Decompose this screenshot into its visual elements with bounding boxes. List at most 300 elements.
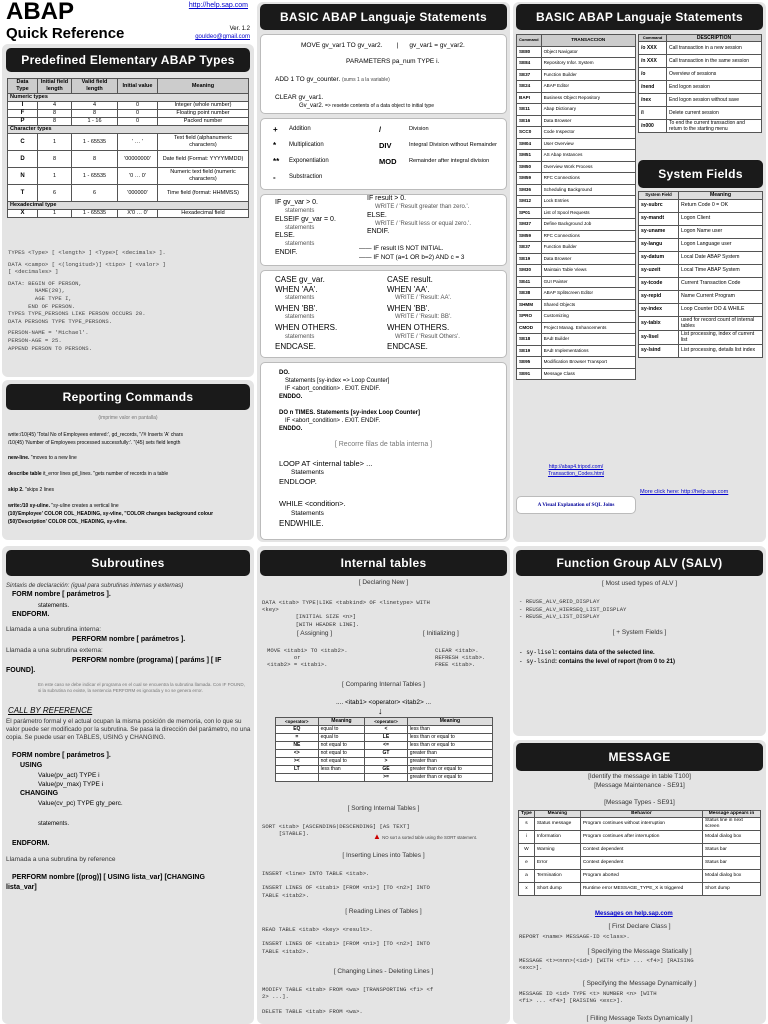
itabs-panel xyxy=(257,546,510,1024)
skip-note: "skips 2 lines xyxy=(24,487,54,493)
sysfield-meaning: Current Transaction Code xyxy=(679,277,763,290)
table-cell: Program continues without interruption xyxy=(580,817,702,830)
table-cell: W xyxy=(519,843,535,856)
code-line: [WITH HEADER LINE]. xyxy=(262,620,360,628)
tcode-desc: Lock Entries xyxy=(541,196,635,208)
describe-cmd: describe table xyxy=(8,471,42,477)
table-cell: '0 … 0' xyxy=(118,168,158,185)
table-row xyxy=(639,290,763,303)
sort-warning-text: NO sort a sorted table using the SORT statement. xyxy=(382,835,478,840)
table-cell: Text field (alphanumeric characters) xyxy=(158,134,249,151)
tcode-cell: SE18 xyxy=(517,334,542,346)
table-section-row xyxy=(8,202,249,210)
col-header: Command xyxy=(517,35,542,47)
changing-label: [ Changing Lines - Deleting Lines ] xyxy=(333,968,434,975)
more-link[interactable]: More click here: http://help.sap.com xyxy=(640,489,729,495)
endloop-stmt: ENDLOOP. xyxy=(279,477,317,486)
table-row xyxy=(639,344,763,357)
table-row xyxy=(517,265,636,277)
tcode-cell: SE19 xyxy=(517,253,542,265)
table-cell: Information xyxy=(534,830,580,843)
basic2-panel xyxy=(513,2,766,542)
table-row xyxy=(276,734,493,742)
tcode-cell: CMOD xyxy=(517,322,542,334)
code-line: WRITE / 'Result greater than zero.'. xyxy=(375,204,470,211)
tcode-cell: SCC0 xyxy=(517,127,542,139)
code-line: or xyxy=(267,654,301,662)
tcode-cell: SE41 xyxy=(517,276,542,288)
sysfields-table xyxy=(638,191,763,358)
if-right-block xyxy=(367,195,471,236)
table-cell: 1 - 65535 xyxy=(72,134,118,151)
inserting-label: [ Inserting Lines into Tables ] xyxy=(342,852,425,859)
insert-code xyxy=(262,870,430,899)
subroutines-header: Subroutines xyxy=(6,550,250,576)
add-note: (sums 1 a la variable) xyxy=(341,77,390,83)
table-cell: 1 - 65535 xyxy=(72,168,118,185)
table-row xyxy=(8,110,249,118)
sub-external-call: Llamada a una subrutina externa: xyxy=(6,647,103,654)
table-row xyxy=(517,299,636,311)
table-cell: >< xyxy=(276,758,319,766)
msg-dynamic-label: [ Specifying the Message Dynamically ] xyxy=(582,980,697,987)
author-email[interactable]: gouldeo@gmail.com xyxy=(195,34,250,40)
table-cell: Status bar xyxy=(703,856,761,869)
if-left-block xyxy=(275,199,336,257)
table-cell: Integer (whole number) xyxy=(158,102,249,110)
basic-header: BASIC ABAP Languaje Statements xyxy=(260,4,507,30)
table-row xyxy=(8,210,249,218)
tcode-cell: SE38 xyxy=(517,288,542,300)
operator-symbol: - xyxy=(273,173,276,182)
down-arrow-icon: ↓ xyxy=(378,706,383,716)
alv-panel xyxy=(513,546,766,736)
sub-val1: Value(pv_act) TYPE i xyxy=(38,772,100,779)
col-header: <operator> xyxy=(276,718,319,726)
col-header: System Field xyxy=(639,192,679,200)
operator-symbol: ** xyxy=(273,157,280,166)
table-cell: e xyxy=(519,856,535,869)
table-cell: > xyxy=(365,758,408,766)
msg-types-table xyxy=(518,810,761,896)
table-cell: Context dependent xyxy=(580,856,702,869)
tcode-desc: Customizing xyxy=(541,311,635,323)
code-line: <f1> ... <f4>] [RAISING <exc>]. xyxy=(519,997,624,1005)
sub-using: USING xyxy=(20,762,43,769)
nav-desc: End logon session without save xyxy=(667,94,762,107)
tcode-cell: SM04 xyxy=(517,138,542,150)
alv-function: - REUSE_ALV_LIST_DISPLAY xyxy=(519,613,600,621)
table-cell: equal to xyxy=(318,726,365,734)
table-cell xyxy=(276,774,319,782)
msg-identify: [Identify the message in table T100] xyxy=(588,773,691,780)
code-line: 2> ...]. xyxy=(262,993,289,1001)
tcode-cell: SM59 xyxy=(517,173,542,185)
table-row xyxy=(276,750,493,758)
sub-endform2: ENDFORM. xyxy=(12,840,50,847)
table-cell: greater than or equal to xyxy=(407,774,492,782)
table-row xyxy=(517,196,636,208)
table-row xyxy=(517,230,636,242)
code-line: REFRESH <itab>. xyxy=(435,654,486,662)
code-line: ELSE. xyxy=(275,232,295,240)
sysfield-meaning: Local Time ABAP System xyxy=(679,264,763,277)
basic-loop-box xyxy=(260,362,507,540)
sql-joins-link[interactable]: A Visual Explanation of SQL Joins xyxy=(537,502,615,508)
tcode-desc: Message Class xyxy=(541,368,635,380)
table-cell: greater than xyxy=(407,758,492,766)
table-cell: 0 xyxy=(118,110,158,118)
table-cell: = xyxy=(276,734,319,742)
sysfield-meaning: Logon Name user xyxy=(679,225,763,238)
table-row xyxy=(517,127,636,139)
table-cell: F xyxy=(8,110,38,118)
code-line: TYPES <Type> [ <length> ] <Type>[ <decimals> ]. xyxy=(8,249,166,256)
table-cell: 8 xyxy=(38,151,72,168)
table-row xyxy=(639,238,763,251)
table-row xyxy=(639,55,762,68)
msg-static-label: [ Specifying the Message Statically ] xyxy=(587,948,692,955)
alv-lisel xyxy=(519,649,655,657)
msg-static-code xyxy=(519,957,694,972)
table-cell: 6 xyxy=(38,185,72,202)
tcode-link-line1[interactable]: http://abap4.tripod.com/ xyxy=(548,464,604,470)
table-cell: less than xyxy=(318,766,365,774)
code-line: WHEN OTHERS. xyxy=(275,322,338,332)
code-line: IF result > 0. xyxy=(367,195,407,202)
code-line: DELETE TABLE <itab> FROM <wa>. xyxy=(262,1007,363,1015)
reporting-newline xyxy=(8,455,77,462)
col-header: Command xyxy=(639,35,667,42)
itabs-header: Internal tables xyxy=(260,550,507,576)
case-right-block xyxy=(387,275,460,352)
tcode-desc: Project Manag. Enhancements xyxy=(541,322,635,334)
code-line: statements xyxy=(285,224,315,231)
table-cell: GT xyxy=(365,750,408,758)
operator-desc: Exponentiation xyxy=(289,158,329,164)
tcode-desc: Data Browser xyxy=(541,253,635,265)
col-header: <operator> xyxy=(365,718,408,726)
msg-report-code: REPORT <name> MESSAGE-ID <class>. xyxy=(519,933,630,940)
col-header: Meaning xyxy=(407,718,492,726)
case-left-block xyxy=(275,275,337,352)
col-header: Meaning xyxy=(158,79,249,94)
code-line: WHEN OTHERS. xyxy=(387,322,450,332)
tcode-desc: Maintain Table Views xyxy=(541,265,635,277)
enddo2-stmt: ENDDO. xyxy=(279,426,303,432)
table-cell: <= xyxy=(365,742,408,750)
table-row xyxy=(517,138,636,150)
col-header: Initial field length xyxy=(38,79,72,94)
nav-cmd: /i xyxy=(639,107,667,120)
sub-endform: ENDFORM. xyxy=(12,611,50,618)
tcode-desc: Repository Infor. System xyxy=(541,58,635,70)
initializing-label: [ Initializing ] xyxy=(423,630,459,637)
table-row xyxy=(639,277,763,290)
table-row xyxy=(639,68,762,81)
table-row xyxy=(639,94,762,107)
table-row xyxy=(276,726,493,734)
sub-perform-ext: PERFORM nombre (programa) [ paráms ] [ IF xyxy=(72,657,222,664)
table-cell: Numeric text field (numeric characters) xyxy=(158,168,249,185)
table-row xyxy=(276,742,493,750)
code-line: statements xyxy=(285,208,315,215)
table-cell: Date field (Format: YYYYMMDD) xyxy=(158,151,249,168)
reporting-skip xyxy=(8,487,54,494)
tcode-link-line2[interactable]: Transaction_Codes.html xyxy=(547,471,605,477)
sysfield-name: sy-uzeit xyxy=(639,264,679,277)
tcode-cell: SE24 xyxy=(517,81,542,93)
tcode-desc: Object Navigator xyxy=(541,46,635,58)
newline-cmd: new-line. xyxy=(8,455,30,461)
enddo-stmt: ENDDO. xyxy=(279,394,303,400)
tcode-desc: Abap Dictionary xyxy=(541,104,635,116)
table-row xyxy=(639,316,763,330)
table-cell: 4 xyxy=(38,102,72,110)
warning-icon: ▲ xyxy=(373,832,381,841)
table-row xyxy=(517,173,636,185)
code-line: PERSON-AGE = 25. xyxy=(8,336,62,344)
sysfield-name: sy-index xyxy=(639,303,679,316)
tcode-cell: SE16 xyxy=(517,115,542,127)
joins-box xyxy=(516,496,636,514)
code-line: statements xyxy=(285,295,315,302)
code-line: PERSON-NAME = 'Michael'. xyxy=(8,329,89,337)
code-line: [ <decimales> ] xyxy=(8,268,59,276)
do-body: Statements [sy-index => Loop Counter] xyxy=(285,378,390,384)
code-line: AGE TYPE I, xyxy=(8,294,72,302)
tcode-cell: SPRO xyxy=(517,311,542,323)
types-code xyxy=(8,249,252,352)
table-row xyxy=(639,225,763,238)
skip-cmd: skip 2. xyxy=(8,487,24,493)
tcode-desc: Overview Work Process xyxy=(541,161,635,173)
code-line: CASE gv_var. xyxy=(275,275,325,284)
table-section-row xyxy=(8,126,249,134)
sub-form2: FORM nombre [ parámetros ]. xyxy=(12,752,111,759)
code-line: ELSEIF gv_var = 0. xyxy=(275,215,336,223)
table-cell: Short dump xyxy=(703,882,761,895)
sysfield-meaning: Name Current Program xyxy=(679,290,763,303)
init-code xyxy=(435,647,485,669)
table-row xyxy=(517,242,636,254)
tcode-desc: GUI Painter xyxy=(541,276,635,288)
table-cell: GE xyxy=(365,766,408,774)
table-cell: '000000' xyxy=(118,185,158,202)
tcode-desc: BAdI Builder xyxy=(541,334,635,346)
code-line: END OF PERSON. xyxy=(8,302,76,310)
table-cell: Status line in next screen xyxy=(703,817,761,830)
msg-declare-label: [ First Declare Class ] xyxy=(608,923,671,930)
tcode-table xyxy=(516,34,636,380)
table-row xyxy=(519,856,761,869)
tcode-cell: SE80 xyxy=(517,46,542,58)
alv-sysfields-label: [ + System Fields ] xyxy=(612,629,667,636)
reading-label: [ Reading Lines of Tables ] xyxy=(345,908,422,915)
code-line: [STABLE]. xyxy=(262,830,309,838)
msg-dynamic-code xyxy=(519,990,657,1005)
nav-desc: To end the current transaction and return to the starting menu xyxy=(667,120,762,133)
loop-body: Statements xyxy=(291,469,324,476)
table-row xyxy=(519,843,761,856)
code-line: ENDCASE. xyxy=(387,342,428,352)
sysfield-name: sy-tcode xyxy=(639,277,679,290)
table-cell: <> xyxy=(276,750,319,758)
table-row xyxy=(8,151,249,168)
tcode-desc: Business Object Repository xyxy=(541,92,635,104)
sysfield-meaning: used for record count of internal tables xyxy=(679,316,763,330)
table-row xyxy=(639,330,763,344)
reporting-uline xyxy=(8,503,119,510)
tcode-link[interactable] xyxy=(516,464,636,478)
table-row xyxy=(517,322,636,334)
table-cell: 0 xyxy=(118,118,158,126)
table-cell: 0 xyxy=(118,102,158,110)
code-line: MODIFY TABLE <itab> FROM <wa> [TRANSPORTING <f1> <f xyxy=(262,986,434,993)
alv-types-label: [ Most used types of ALV ] xyxy=(601,580,678,587)
table-cell: less than or equal to xyxy=(407,742,492,750)
sysfield-meaning: List processing, index of current list xyxy=(679,330,763,344)
lsind-desc: : contains the level of report (from 0 to 21) xyxy=(555,659,676,665)
code-line: WHEN 'BB'. xyxy=(275,303,318,313)
tcode-desc: Code Inspector xyxy=(541,127,635,139)
comparing-syntax: .... <itab1> <operator> <itab2> ... xyxy=(335,699,432,706)
table-cell: Packed number xyxy=(158,118,249,126)
logo-title: ABAP xyxy=(6,0,75,25)
nav-desc: Delete current session xyxy=(667,107,762,120)
col-header: Initial value xyxy=(118,79,158,94)
table-cell: Floating point number xyxy=(158,110,249,118)
table-cell: P xyxy=(8,118,38,126)
tcode-cell: SE91 xyxy=(517,368,542,380)
table-row xyxy=(517,161,636,173)
table-cell: not equal to xyxy=(318,758,365,766)
tcode-cell: SM51 xyxy=(517,150,542,162)
sysfield-name: sy-repid xyxy=(639,290,679,303)
code-line: WRITE / 'Result: AA'. xyxy=(395,295,452,302)
basic-case-box xyxy=(260,270,507,358)
operator-symbol: / xyxy=(379,125,382,134)
operator-symbol: + xyxy=(273,125,278,134)
basic-if-box xyxy=(260,194,507,266)
basic2-header: BASIC ABAP Languaje Statements xyxy=(516,4,763,30)
sysfield-name: sy-mandt xyxy=(639,212,679,225)
tcode-desc: User Overview xyxy=(541,138,635,150)
tcode-desc: Define Background Job xyxy=(541,219,635,231)
table-cell: equal to xyxy=(318,734,365,742)
nav-cmd: /o XXX xyxy=(639,42,667,55)
uline-cmd: write:/10 sy-uline. xyxy=(8,503,50,509)
table-cell: 1 xyxy=(38,210,72,218)
reporting-header: Reporting Commands xyxy=(6,384,250,410)
code-line: APPEND PERSON TO PERSONS. xyxy=(8,344,92,352)
read-code xyxy=(262,926,430,955)
alv-function: - REUSE_ALV_GRID_DISPLAY xyxy=(519,598,600,605)
sysfield-name: sy-lsind xyxy=(639,344,679,357)
operator-desc: Substraction xyxy=(289,174,323,180)
nav-table xyxy=(638,34,762,133)
table-row xyxy=(519,869,761,882)
code-line: [INITIAL SIZE <n>] xyxy=(262,613,356,621)
tcode-desc: AS Abap Instances xyxy=(541,150,635,162)
code-line: WHEN 'AA'. xyxy=(275,284,318,294)
tcode-desc: Modification Browser Transport xyxy=(541,357,635,369)
table-cell: less than or equal to xyxy=(407,734,492,742)
sysfield-meaning: List processing, details list index xyxy=(679,344,763,357)
table-section-label: Numeric types xyxy=(8,94,249,102)
sub-found: FOUND]. xyxy=(6,667,36,674)
operator-symbol: DIV xyxy=(379,141,392,150)
move-stmt: MOVE gv_var1 TO gv_var2. | gv_var1 = gv_var2. xyxy=(301,42,465,49)
table-cell xyxy=(318,774,365,782)
table-cell: 1 xyxy=(38,168,72,185)
table-row xyxy=(639,251,763,264)
table-cell: 1 xyxy=(38,134,72,151)
table-row xyxy=(517,207,636,219)
alv-functions xyxy=(519,598,626,621)
tcode-cell: SE95 xyxy=(517,357,542,369)
table-section-label: Hexadecimal type xyxy=(8,202,249,210)
declaring-code xyxy=(262,599,430,628)
operator-desc: Division xyxy=(409,126,429,132)
sysfield-name: sy-uname xyxy=(639,225,679,238)
sysfields-panel xyxy=(637,159,764,405)
code-line: WRITE / 'Result Others'. xyxy=(395,333,460,340)
table-row xyxy=(639,264,763,277)
code-line: MESSAGE ID <id> TYPE <t> NUMBER <n> [WITH xyxy=(519,990,657,997)
table-cell: Hexadecimal field xyxy=(158,210,249,218)
while-body: Statements xyxy=(291,510,324,517)
types-table xyxy=(7,78,249,218)
types-header: Predefined Elementary ABAP Types xyxy=(6,48,250,72)
messages-link[interactable]: Messages on help.sap.com xyxy=(595,911,673,917)
col-header: DESCRIPTION xyxy=(667,35,762,42)
table-row xyxy=(517,345,636,357)
table-cell: T xyxy=(8,185,38,202)
table-row xyxy=(519,882,761,895)
tcode-desc: List of Spool Requests xyxy=(541,207,635,219)
sysfield-name: sy-subrc xyxy=(639,199,679,212)
while-stmt: WHILE <condition>. xyxy=(279,499,346,508)
table-row xyxy=(517,92,636,104)
nav-cmd: /n000 xyxy=(639,120,667,133)
help-link[interactable]: http://help.sap.com xyxy=(188,2,248,9)
code-line: DATA <itab> TYPE|LIKE <tabkind> OF <linetype> WITH xyxy=(262,599,430,606)
subroutines-panel xyxy=(2,546,254,1024)
table-cell: 6 xyxy=(72,185,118,202)
table-cell: C xyxy=(8,134,38,151)
code-line: ELSE. xyxy=(367,211,387,219)
tcode-cell: SM30 xyxy=(517,265,542,277)
tcode-cell: SM59 xyxy=(517,230,542,242)
sub-call-by-ref: CALL BY REFERENCE xyxy=(8,706,93,715)
code-line: WRITE / 'Result less or equal zero.'. xyxy=(375,220,471,227)
tcode-desc: ABAP Splitscreen Editor xyxy=(541,288,635,300)
table-cell: 1 - 65535 xyxy=(72,210,118,218)
clear-stmt: CLEAR gv_var1. xyxy=(275,94,324,101)
table-row xyxy=(8,185,249,202)
code-line: MESSAGE <t><nnn>(<id>) [WITH <f1> ... <f4>] [RAISING xyxy=(519,957,694,964)
tcode-cell: SP01 xyxy=(517,207,542,219)
basic-panel xyxy=(257,2,510,542)
tcode-cell: SM50 xyxy=(517,161,542,173)
code-line: ENDIF. xyxy=(275,248,298,256)
table-section-row xyxy=(8,94,249,102)
code-line: TYPES TYPE_PERSONS LIKE PERSON OCCURS 20. xyxy=(8,310,146,318)
uline-note: "sy-uline creates a vertical line xyxy=(51,503,119,509)
code-line: INSERT <line> INTO TABLE <itab>. xyxy=(262,870,370,877)
sub-changing: CHANGING xyxy=(20,790,59,797)
